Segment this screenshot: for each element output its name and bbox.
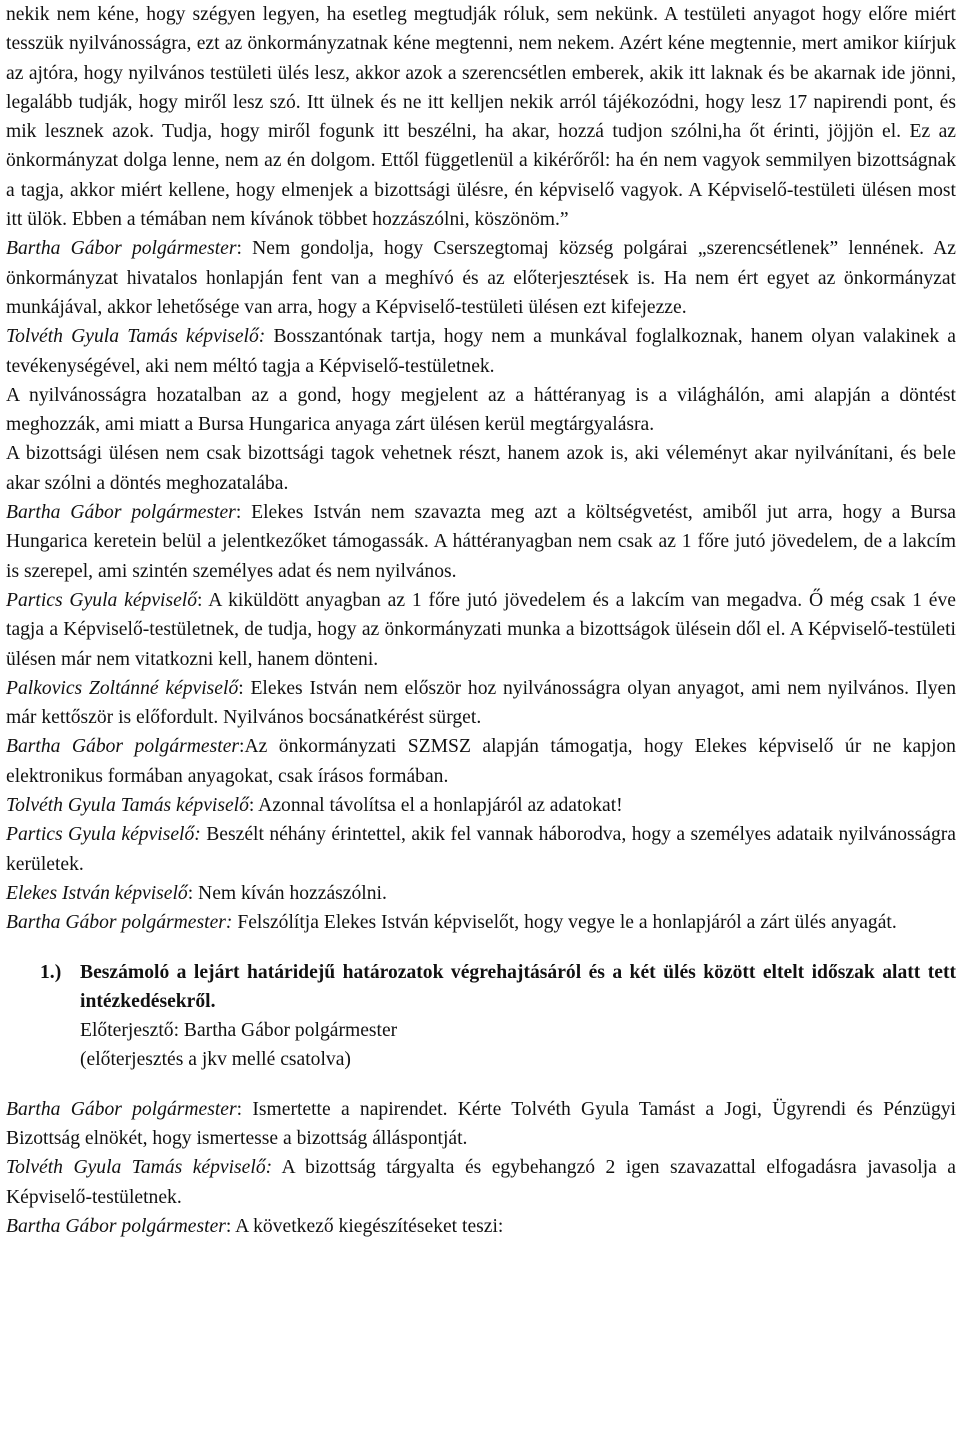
paragraph-text: : Elekes István nem szavazta meg azt a költségvetést, amiből jut arra, hogy a Bursa Hungarica keretein belül a jelentkezőket támogassák. A háttéranyagban nem csak az 1 főre jutó jövedelem, de a lakcím is szerepel, ami szintén személyes adat és nem nyilvános.	[6, 502, 956, 582]
speaker-name: Tolvéth Gyula Tamás képviselő:	[6, 326, 266, 348]
paragraph-text: : Nem gondolja, hogy Cserszegtomaj község polgárai „szerencsétlenek” lennének. Az önkormányzat hivatalos honlapján fent van a meghívó és az előterjesztések is. Ha nem ért egyet az önkormányzat munkájával, akkor lehetősége van arra, hogy a Képviselő-testületi ülésen ezt kifejezze.	[6, 238, 957, 318]
paragraph	[6, 586, 956, 674]
paragraph	[6, 1095, 956, 1154]
speaker-name: Partics Gyula képviselő	[6, 589, 198, 611]
paragraph	[6, 879, 956, 908]
speaker-name: Bartha Gábor polgármester	[6, 1098, 237, 1120]
paragraph	[6, 732, 956, 791]
speaker-name: Palkovics Zoltánné képviselő	[6, 677, 239, 699]
document-page	[6, 0, 956, 1241]
paragraph	[6, 1153, 956, 1212]
agenda-item-number: 1.)	[40, 961, 62, 983]
paragraph	[6, 322, 956, 381]
agenda-item-presenter: Előterjesztő: Bartha Gábor polgármester	[80, 1020, 398, 1042]
paragraph-text: : Nem kíván hozzászólni.	[187, 882, 387, 904]
paragraph-text: Bosszantónak tartja, hogy nem a munkával foglalkoznak, hanem olyan valakinek a tevékenységével, aki nem méltó tagja a Képviselő-testületnek.	[6, 326, 956, 377]
paragraph-text: Beszélt néhány érintettel, akik fel vannak háborodva, hogy a személyes adataik nyilvánosságra kerületek.	[6, 824, 956, 875]
agenda-item-title: Beszámoló a lejárt határidejű határozatok végrehajtásáról és a két ülés között eltelt időszak alatt tett intézkedésekről.	[80, 961, 956, 1012]
speaker-name: Partics Gyula képviselő:	[6, 824, 201, 846]
speaker-name: Elekes István képviselő	[6, 882, 188, 904]
speaker-name: Bartha Gábor polgármester	[6, 502, 236, 524]
speaker-name: Bartha Gábor polgármester	[6, 1215, 226, 1237]
agenda-item	[6, 958, 956, 1075]
speaker-name: Bartha Gábor polgármester	[6, 736, 240, 758]
paragraph-text: nekik nem kéne, hogy szégyen legyen, ha esetleg megtudják róluk, sem nekünk. A testületi anyagot hogy előre miért tesszük nyilvánosságra, ezt az önkormányzatnak kéne megtenni, nem nekem. Azért kéne megtennie, mert amikor kiírjuk az ajtóra, hogy nyilvános testületi ülés lesz, akkor azok a szerencsétlen emberek, akik itt laknak és be akarnak ide jönni, legalább tudják, hogy miről lesz szó. Itt ülnek és ne itt kelljen nekik arról tájékozódni, hogy lesz 17 napirendi pont, és mik lesznek azok. Tudja, hogy miről fogunk itt beszélni, ha akar, hozzá tudjon szólni,ha őt érinti, jöjjön el. Ez az önkormányzat dolga lenne, nem az én dolgom. Ettől függetlenül a kikérőről: ha én nem vagyok semmilyen bizottságnak a tagja, akkor miért kellene, hogy elmenjek a bizottsági ülésre, én képviselő vagyok. A Képviselő-testületi ülésen most itt ülök. Ebben a témában nem kívánok többet hozzászólni, köszönöm.”	[6, 4, 956, 231]
paragraph-text: A bizottsági ülésen nem csak bizottsági tagok vehetnek részt, hanem azok is, aki véleményt akar nyilvánítani, és bele akar szólni a döntés meghozatalába.	[6, 443, 956, 494]
paragraph	[6, 1212, 956, 1241]
paragraph-text: :Az önkormányzati SZMSZ alapján támogatja, hogy Elekes képviselő úr ne kapjon elektronikus formában anyagokat, csak írásos formában.	[6, 736, 956, 787]
paragraph-text: A nyilvánosságra hozatalban az a gond, hogy megjelent az a háttéranyag is a világhálón, ami alapján a döntést meghozzák, ami miatt a Bursa Hungarica anyaga zárt ülésen kerül megtárgyalásra.	[6, 384, 956, 436]
agenda-item-body	[40, 958, 956, 1075]
paragraph	[6, 908, 956, 937]
paragraph	[6, 234, 956, 322]
paragraph-text: : Azonnal távolítsa el a honlapjáról az adatokat!	[248, 795, 623, 817]
paragraph	[6, 439, 956, 498]
agenda-item-attachment: (előterjesztés a jkv mellé csatolva)	[80, 1049, 351, 1071]
paragraph-text: : A következő kiegészítéseket teszi:	[225, 1215, 504, 1237]
speaker-name: Tolvéth Gyula Tamás képviselő:	[6, 1157, 273, 1179]
paragraph-text: Felszólítja Elekes István képviselőt, hogy vegye le a honlapjáról a zárt ülés anyagát.	[232, 912, 897, 934]
paragraph	[6, 791, 956, 820]
paragraph	[6, 381, 956, 440]
paragraph-text: A bizottság tárgyalta és egybehangzó 2 igen szavazattal elfogadásra javasolja a Képviselő-testületnek.	[6, 1157, 956, 1208]
paragraph	[6, 0, 956, 234]
paragraph	[6, 498, 956, 586]
paragraph-text: : Elekes István nem először hoz nyilvánosságra olyan anyagot, ami nem nyilvános. Ilyen már kettőször is előfordult. Nyilvános bocsánatkérést sürget.	[6, 677, 956, 729]
paragraph-text: : A kiküldött anyagban az 1 főre jutó jövedelem és a lakcím van megadva. Ő még csak 1 éve tagja a Képviselő-testületnek, de tudja, hogy az önkormányzati munka a bizottságok ülésein dől el. A Képviselő-testületi ülésen már nem vitatkozni kell, hanem dönteni.	[6, 589, 956, 670]
speaker-name: Bartha Gábor polgármester	[6, 238, 237, 260]
paragraph	[6, 674, 956, 733]
speaker-name: Tolvéth Gyula Tamás képviselő	[6, 795, 249, 817]
paragraph	[6, 820, 956, 879]
paragraph-text: : Ismertette a napirendet. Kérte Tolvéth Gyula Tamást a Jogi, Ügyrendi és Pénzügyi Bizottság elnökét, hogy ismertesse a bizottság álláspontját.	[6, 1098, 957, 1149]
speaker-name: Bartha Gábor polgármester:	[6, 912, 233, 934]
